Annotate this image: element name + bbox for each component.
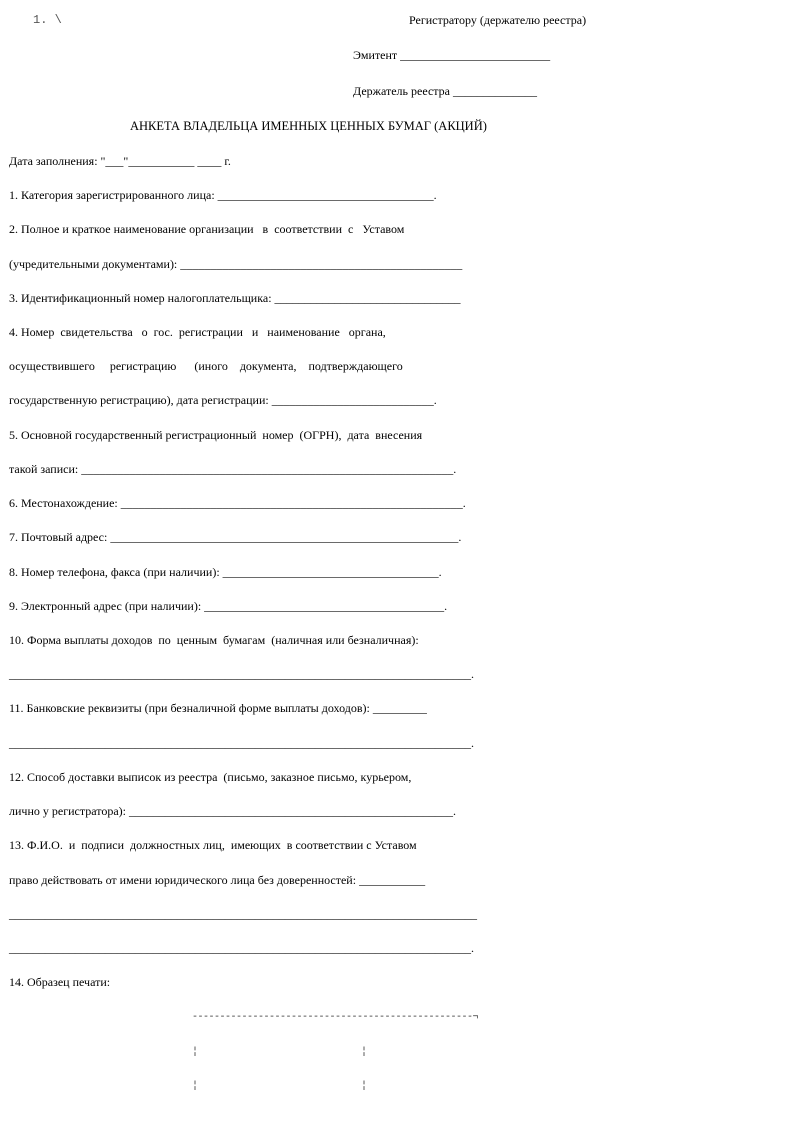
stamp-box-inner-border: ¦ [361,1047,367,1058]
stamp-box-inner-border: ¦ [361,1081,367,1092]
document-title: АНКЕТА ВЛАДЕЛЬЦА ИМЕННЫХ ЦЕННЫХ БУМАГ (АКЦИЙ) [130,119,487,133]
form-line-13c: ______________________________________________________________________________ [9,907,477,921]
form-line-11b: _____________________________________________________________________________. [9,736,474,750]
form-line-13d: _____________________________________________________________________________. [9,941,474,955]
issuer-field: Эмитент _________________________ [353,48,551,62]
registrar-addressee: Регистратору (держателю реестра) [409,13,587,27]
form-line-5b: такой записи: ______________________________________________________________. [9,462,457,476]
form-line-2a: 2. Полное и краткое наименование организации в соответствии с Уставом [9,222,405,236]
form-line-4c: государственную регистрацию), дата регистрации: ___________________________. [9,393,437,407]
form-line-9: 9. Электронный адрес (при наличии): ________________________________________. [9,599,448,613]
form-line-13a: 13. Ф.И.О. и подписи должностных лиц, имеющих в соответствии с Уставом [9,838,417,852]
stamp-box-top-border: ---------------------------------------------------¬ [192,1012,479,1023]
form-line-6: 6. Местонахождение: _________________________________________________________. [9,496,466,510]
form-line-3: 3. Идентификационный номер налогоплательщика: _______________________________ [9,291,461,305]
form-line-4a: 4. Номер свидетельства о гос. регистрации и наименование органа, [9,325,386,339]
fill-date-line: Дата заполнения: "___"___________ ____ г. [9,154,231,168]
form-line-1: 1. Категория зарегистрированного лица: ____________________________________. [9,188,437,202]
form-line-12a: 12. Способ доставки выписок из реестра (письмо, заказное письмо, курьером, [9,770,412,784]
stamp-box-left-border: ¦ [192,1081,198,1092]
form-line-11a: 11. Банковские реквизиты (при безналичной форме выплаты доходов): _________ [9,701,427,715]
form-line-5a: 5. Основной государственный регистрационный номер (ОГРН), дата внесения [9,428,423,442]
stamp-box-left-border: ¦ [192,1047,198,1058]
form-line-7: 7. Почтовый адрес: __________________________________________________________. [9,530,462,544]
form-line-10a: 10. Форма выплаты доходов по ценным бумагам (наличная или безналичная): [9,633,419,647]
form-line-12b: лично у регистратора): ______________________________________________________. [9,804,457,818]
form-line-10b: _____________________________________________________________________________. [9,667,474,681]
registry-holder-field: Держатель реестра ______________ [353,84,537,98]
form-line-8: 8. Номер телефона, факса (при наличии): ____________________________________. [9,565,442,579]
form-line-14: 14. Образец печати: [9,975,111,989]
form-line-13b: право действовать от имени юридического лица без доверенностей: ___________ [9,873,426,887]
list-marker: 1. \ [33,13,62,27]
form-line-4b: осуществившего регистрацию (иного документа, подтверждающего [9,359,403,373]
form-line-2b: (учредительными документами): _______________________________________________ [9,257,463,271]
